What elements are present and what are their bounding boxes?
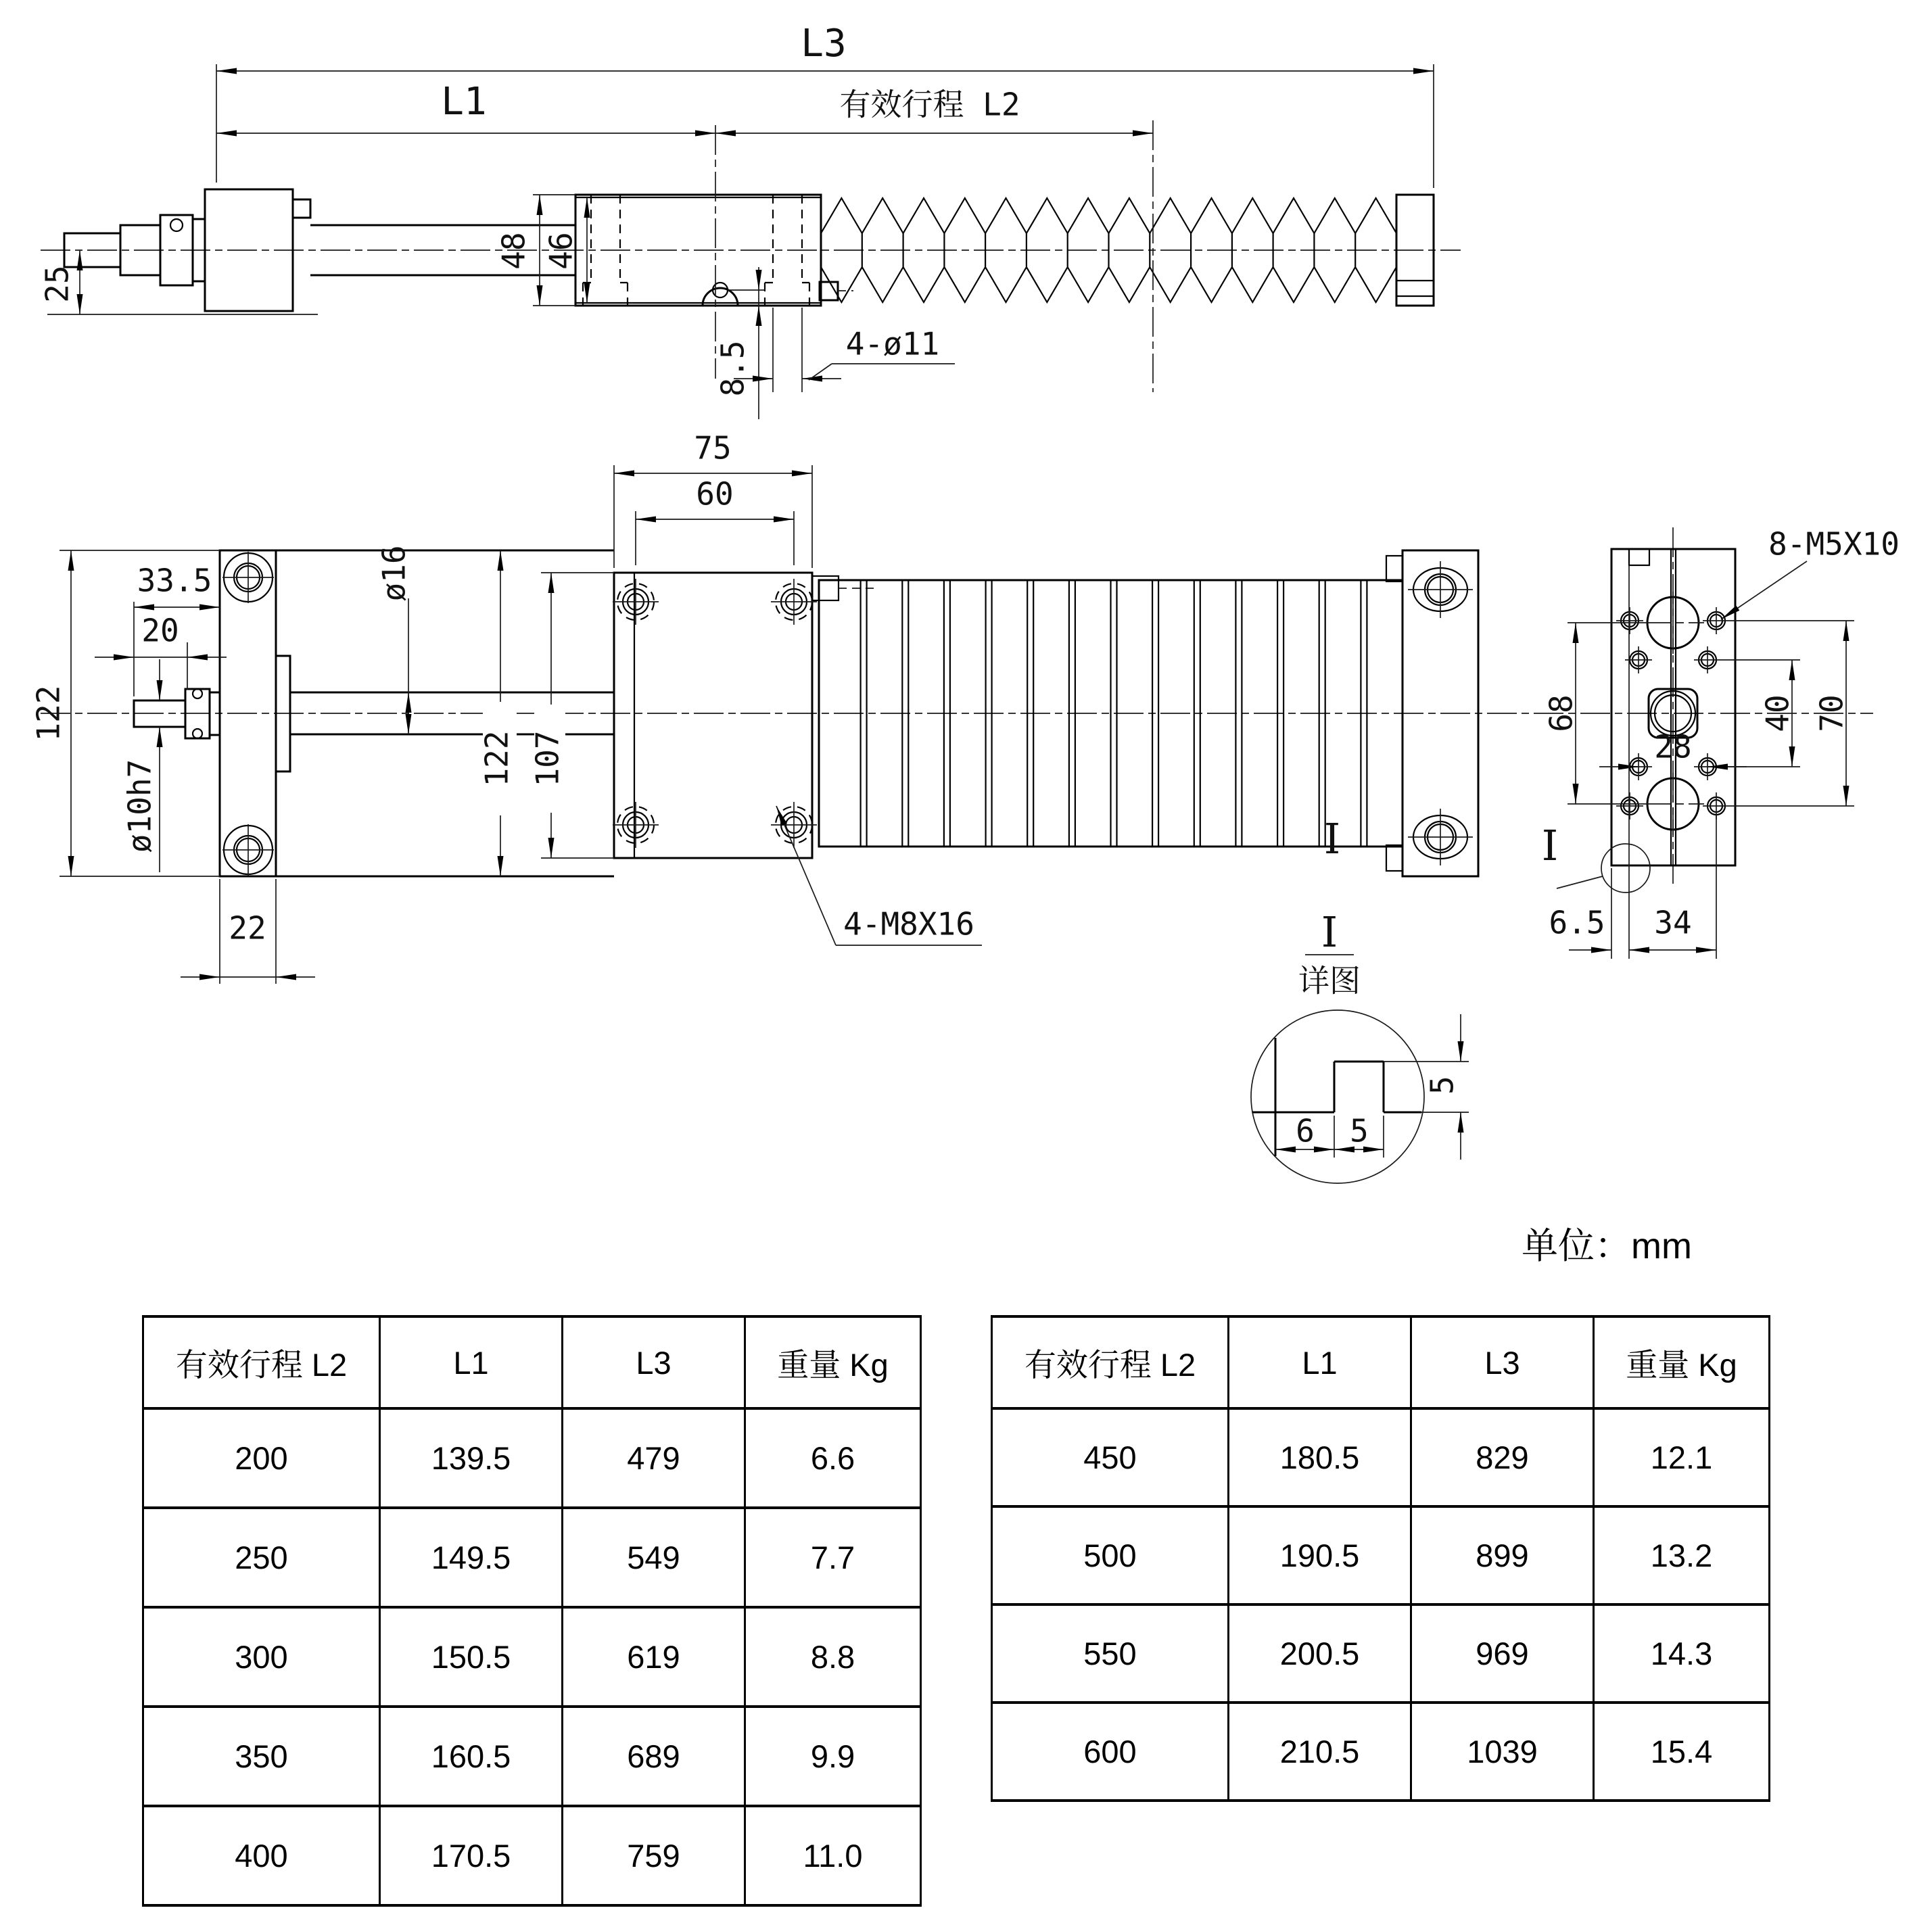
table-row [143,1806,921,1905]
table-cell: 190.5 [1229,1506,1411,1604]
table-cell: 619 [563,1607,745,1707]
table-row [143,1707,921,1806]
table-header-row [143,1316,921,1408]
table-cell: 160.5 [380,1707,563,1806]
dim-L1: L1 [441,80,487,124]
table-cell: 8.8 [745,1607,921,1707]
table-cell: 180.5 [1229,1408,1411,1506]
dimension-table-right [991,1315,1770,1802]
header-weight: 重量 Kg [1594,1316,1770,1408]
dim-22: 22 [229,909,266,947]
header-weight: 重量 Kg [745,1316,921,1408]
dim-20: 20 [141,612,179,649]
table-cell: 479 [563,1408,745,1508]
table-cell: 12.1 [1594,1408,1770,1506]
dim-75: 75 [694,429,732,467]
dim-25: 25 [39,265,76,303]
header-L3: L3 [1411,1316,1594,1408]
detail-title-marker: I [1321,907,1338,957]
header-L1: L1 [1229,1316,1411,1408]
table-cell: 689 [563,1707,745,1806]
table-cell: 7.7 [745,1508,921,1607]
table-cell: 13.2 [1594,1506,1770,1604]
dim-8-M5X10: 8-M5X10 [1768,525,1900,563]
table-row [143,1508,921,1607]
dim-33-5: 33.5 [137,562,212,599]
dim-70: 70 [1813,694,1850,732]
dim-34: 34 [1654,904,1692,941]
dim-28: 28 [1654,728,1692,765]
dim-shaft-dia: ø16 [375,545,413,602]
dim-48: 48 [495,232,532,270]
dim-107: 107 [529,730,566,787]
table-cell: 14.3 [1594,1604,1770,1703]
table-cell: 15.4 [1594,1703,1770,1801]
dim-8-5: 8.5 [714,340,751,397]
table-cell: 210.5 [1229,1703,1411,1801]
table-row [992,1703,1770,1801]
header-stroke: 有效行程 L2 [143,1316,380,1408]
detail-dim-5-depth: 5 [1423,1076,1461,1095]
units-label: 单位：mm [1522,1226,1692,1266]
table-cell: 759 [563,1806,745,1905]
dim-46: 46 [542,232,580,270]
table-cell: 139.5 [380,1408,563,1508]
table-cell: 600 [992,1703,1229,1801]
table-row [992,1408,1770,1506]
header-L1: L1 [380,1316,563,1408]
header-stroke: 有效行程 L2 [992,1316,1229,1408]
detail-dim-5: 5 [1350,1112,1369,1149]
detail-dim-6: 6 [1296,1112,1315,1149]
end-view [1542,526,1900,959]
table-cell: 1039 [1411,1703,1594,1801]
side-view [39,22,1461,419]
table-cell: 400 [143,1806,380,1905]
table-cell: 550 [992,1604,1229,1703]
table-row [992,1506,1770,1604]
table-cell: 500 [992,1506,1229,1604]
table-cell: 250 [143,1508,380,1607]
detail-marker-I: I [1541,821,1559,871]
dim-6-5: 6.5 [1549,904,1605,941]
table-cell: 450 [992,1408,1229,1506]
dim-40: 40 [1759,694,1796,732]
table-header-row [992,1316,1770,1408]
table-cell: 549 [563,1508,745,1607]
table-cell: 6.6 [745,1408,921,1508]
table-cell: 899 [1411,1506,1594,1604]
dim-4-d11: 4-ø11 [845,325,940,362]
dim-68: 68 [1542,694,1580,732]
table-cell: 969 [1411,1604,1594,1703]
table-cell: 200.5 [1229,1604,1411,1703]
table-row [143,1607,921,1707]
dim-122-mid: 122 [478,730,515,787]
dim-4-M8X16: 4-M8X16 [843,905,974,943]
dim-60: 60 [696,475,734,513]
table-cell: 829 [1411,1408,1594,1506]
table-cell: 350 [143,1707,380,1806]
dim-L3: L3 [801,22,847,66]
table-cell: 9.9 [745,1707,921,1806]
detail-view [1251,814,1469,1183]
table-cell: 11.0 [745,1806,921,1905]
table-cell: 300 [143,1607,380,1707]
dim-rod-dia: ø10h7 [121,759,158,853]
table-cell: 170.5 [380,1806,563,1905]
plan-view [30,430,1874,984]
detail-title: 详图 [1298,962,1361,999]
table-cell: 200 [143,1408,380,1508]
table-row [992,1604,1770,1703]
dim-stroke-L2: 有效行程 L2 [839,86,1020,123]
dimension-table-left [142,1315,922,1907]
dim-122-left: 122 [30,685,67,742]
table-row [143,1408,921,1508]
table-cell: 149.5 [380,1508,563,1607]
table-cell: 150.5 [380,1607,563,1707]
header-L3: L3 [563,1316,745,1408]
detail-marker-I-2: I [1323,814,1341,864]
